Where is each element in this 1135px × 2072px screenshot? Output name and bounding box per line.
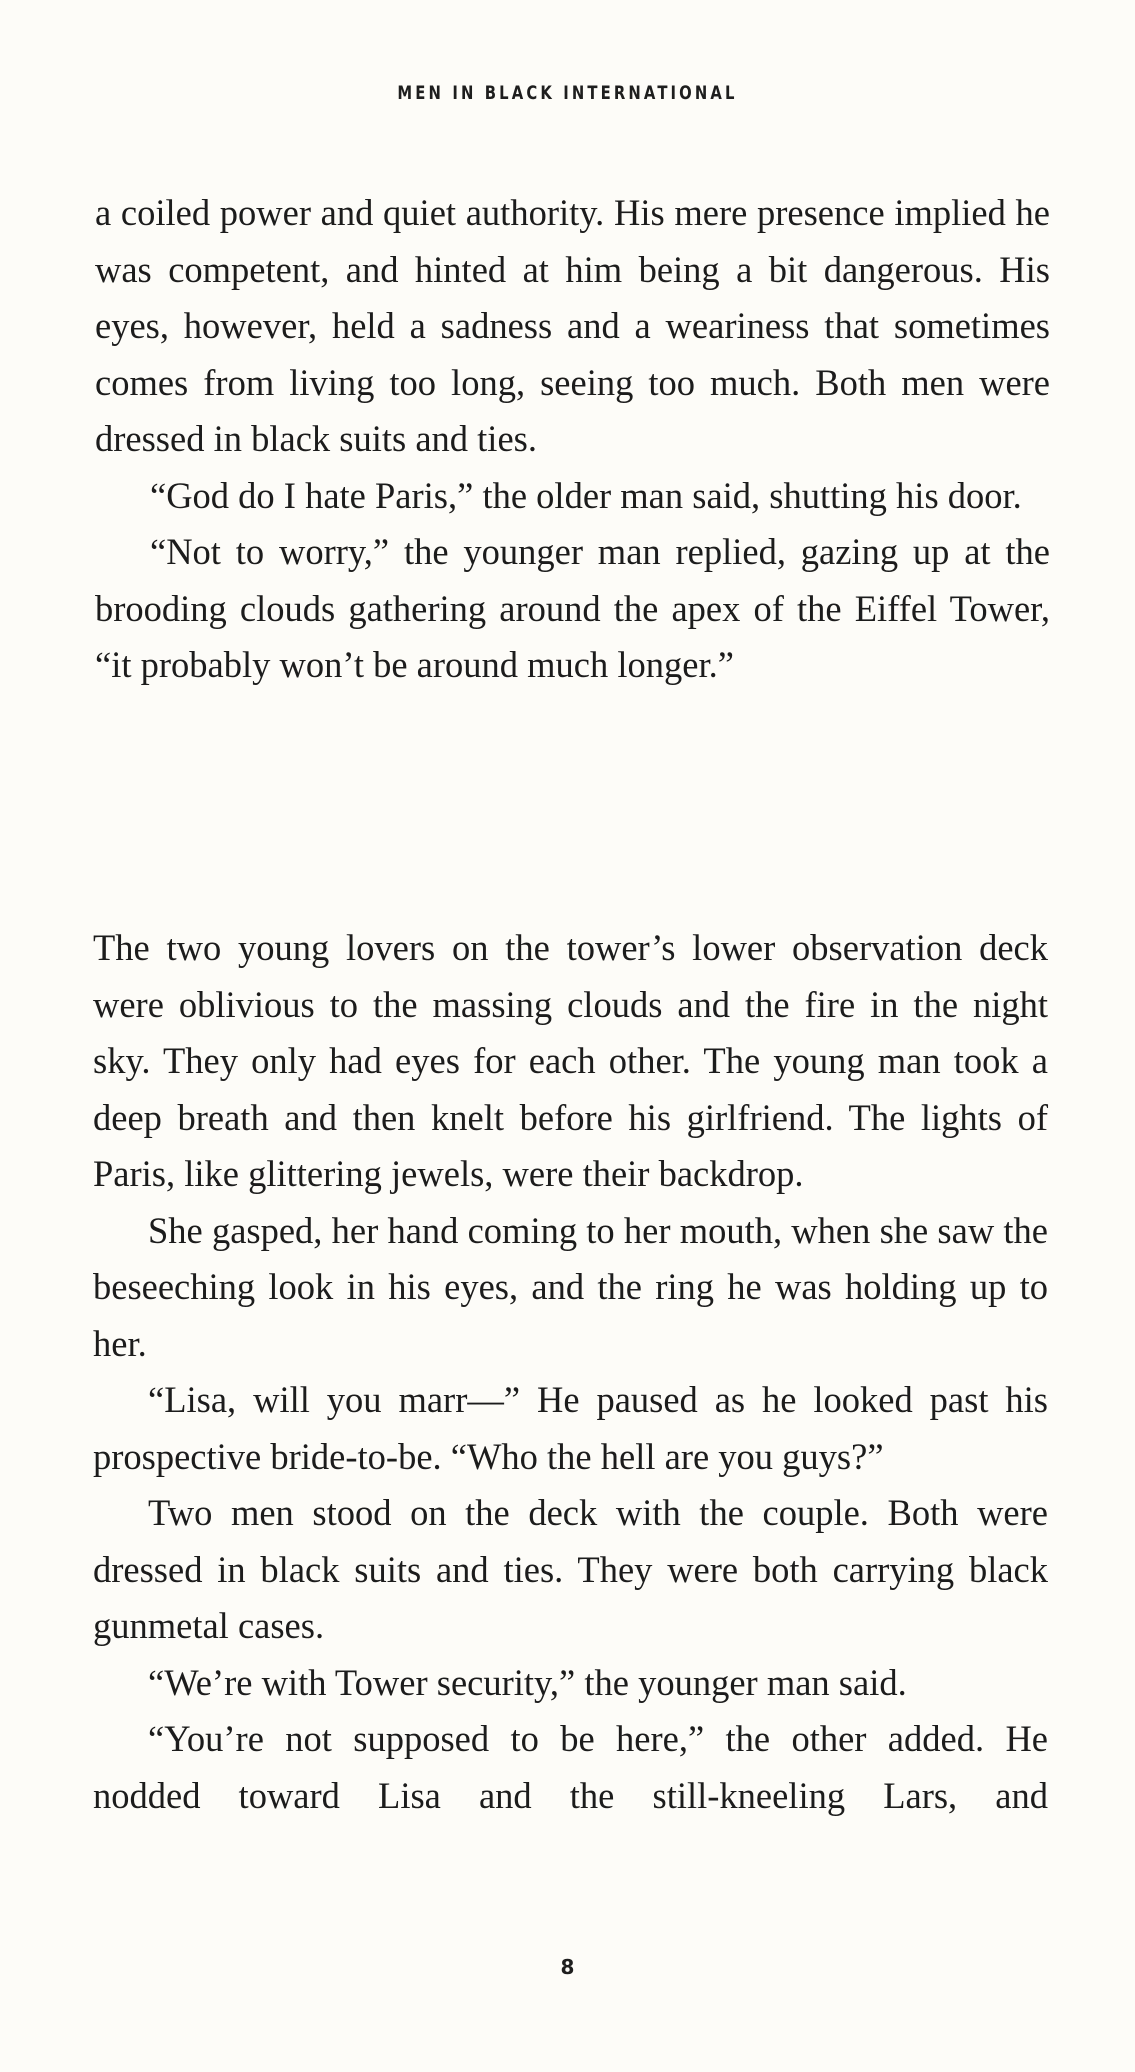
paragraph: Two men stood on the deck with the couple. Both were dressed in black suits and ties. They were both carrying black gunmetal cases. bbox=[93, 1492, 1048, 1646]
paragraph: “Lisa, will you marr—” He paused as he looked past his prospective bride-to-be. “Who the hell are you guys?” bbox=[93, 1379, 1048, 1477]
page-number: 8 bbox=[560, 1955, 575, 1979]
running-head: MEN IN BLACK INTERNATIONAL bbox=[397, 82, 738, 104]
text-section-2 bbox=[93, 920, 1048, 1824]
paragraph: The two young lovers on the tower’s lower observation deck were oblivious to the massing clouds and the fire in the night sky. They only had eyes for each other. The young man took a deep breath and then knelt before his girlfriend. The lights of Paris, like glittering jewels, were their backdrop. bbox=[93, 927, 1048, 1194]
paragraph: a coiled power and quiet authority. His mere presence implied he was competent, and hinted at him being a bit dangerous. His eyes, however, held a sadness and a weariness that sometimes comes from living too long, seeing too much. Both men were dressed in black suits and ties. bbox=[95, 192, 1050, 459]
paragraph: “Not to worry,” the younger man replied, gazing up at the brooding clouds gathering around the apex of the Eiffel Tower, “it probably won’t be around much longer.” bbox=[95, 531, 1050, 685]
text-section-1 bbox=[95, 185, 1050, 694]
paragraph: “God do I hate Paris,” the older man said, shutting his door. bbox=[150, 474, 1022, 516]
paragraph: “We’re with Tower security,” the younger man said. bbox=[148, 1661, 907, 1703]
paragraph: “You’re not supposed to be here,” the other added. He nodded toward Lisa and the still-kneeling Lars, and bbox=[93, 1718, 1048, 1816]
paragraph: She gasped, her hand coming to her mouth, when she saw the beseeching look in his eyes, and the ring he was holding up to her. bbox=[93, 1209, 1048, 1364]
